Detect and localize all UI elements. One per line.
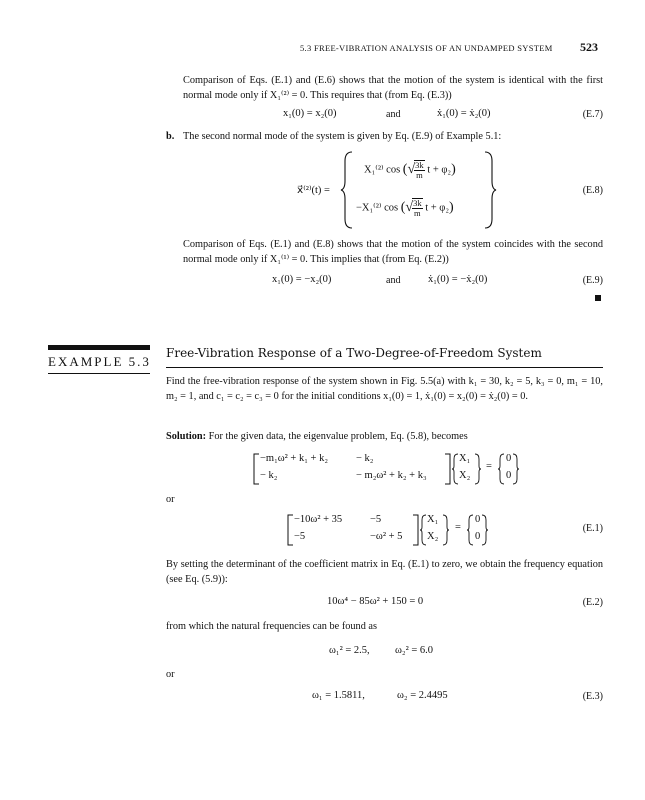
- gen-x-right-brace: [474, 453, 482, 485]
- e8-row2-tail: t + φ₂: [425, 202, 450, 214]
- e2-equation: 10ω⁴ − 85ω² + 150 = 0: [327, 596, 424, 607]
- gen-z-left-brace: [497, 453, 505, 485]
- e8-label: (E.8): [582, 185, 603, 196]
- e9-right: ẋ₁(0) = −ẋ₂(0): [428, 274, 488, 285]
- e1-a11: −10ω² + 35: [294, 514, 343, 525]
- e9-label: (E.9): [582, 275, 603, 286]
- e9-left: x₁(0) = −x₂(0): [272, 274, 332, 285]
- e1-x-left-brace: [419, 514, 427, 546]
- e2-label: (E.2): [582, 597, 603, 608]
- gen-x1: X₁: [459, 453, 471, 464]
- omega2-squared: ω₂² = 6.0: [395, 645, 434, 656]
- e7-and: and: [386, 109, 401, 120]
- frac-den: m: [416, 170, 423, 180]
- gen-z2: 0: [506, 470, 512, 481]
- problem-statement: Find the free-vibration response of the system shown in Fig. 5.5(a) with k₁ = 30, k₂ = 5, k₃ = 0, m₁ = 10, m₂ = 1, and c₁ = c₂ = c₃ = 0 for the initial conditions x₁(0) = 1, ẋ₁(0) = x₂(0) = ẋ₂(0) = 0.: [166, 376, 603, 402]
- gen-a21: − k₂: [260, 470, 278, 481]
- omega1-squared: ω₁² = 2.5,: [329, 645, 370, 656]
- e8-row1-coef: X₁⁽²⁾ cos: [364, 164, 401, 176]
- title-rule: [166, 367, 603, 368]
- item-b-text: The second normal mode of the system is given by Eq. (E.9) of Example 5.1:: [183, 131, 502, 142]
- e1-left-bracket: [286, 514, 294, 546]
- paragraph-2: Comparison of Eqs. (E.1) and (E.8) shows that the motion of the system coincides with the second normal mode only if X₁⁽¹⁾ = 0. This implies that (from Eq. (E.2)): [183, 239, 603, 265]
- or-connector-2: or: [166, 669, 175, 680]
- solution-line: [166, 430, 468, 445]
- e1-z2: 0: [475, 531, 481, 542]
- paren-open: (: [400, 200, 406, 215]
- e8-left-brace: [340, 151, 354, 229]
- solution-text: For the given data, the eigenvalue problem, Eq. (5.8), becomes: [208, 431, 468, 442]
- gen-matrix-left-bracket: [252, 453, 260, 485]
- example-rule-thick: [48, 345, 150, 350]
- e1-a22: −ω² + 5: [370, 531, 403, 542]
- gen-x-left-brace: [451, 453, 459, 485]
- e8-row-2: [356, 198, 454, 218]
- frac: [412, 199, 423, 218]
- e1-equals: =: [455, 522, 461, 533]
- gen-a22: − m₂ω² + k₂ + k₃: [356, 470, 427, 481]
- paren-close: ): [451, 162, 456, 177]
- e1-z1: 0: [475, 514, 481, 525]
- paragraph-3: By setting the determinant of the coefficient matrix in Eq. (E.1) to zero, we obtain the frequency equation (see Eq. (5.9)):: [166, 559, 603, 585]
- e1-x2: X₂: [427, 531, 439, 542]
- paragraph-4: from which the natural frequencies can be found as: [166, 621, 378, 632]
- e7-left: x₁(0) = x₂(0): [283, 108, 337, 119]
- item-b-marker: b.: [166, 131, 175, 142]
- solution-label: Solution:: [166, 431, 207, 442]
- or-connector-1: or: [166, 494, 175, 505]
- frac-den: m: [414, 208, 421, 218]
- e8-row2-coef: −X₁⁽²⁾ cos: [356, 202, 399, 214]
- e1-a21: −5: [294, 531, 306, 542]
- running-header: [300, 43, 553, 53]
- e7-right: ẋ₁(0) = ẋ₂(0): [437, 108, 491, 119]
- e7-label: (E.7): [582, 109, 603, 120]
- paragraph-1: Comparison of Eqs. (E.1) and (E.6) shows that the motion of the system is identical with the first normal mode only if X₁⁽²⁾ = 0. This requires that (from Eq. (E.3)): [183, 75, 603, 101]
- gen-equals: =: [486, 461, 492, 472]
- example-title: Free-Vibration Response of a Two-Degree-of-Freedom System: [166, 346, 542, 360]
- omega2-value: ω₂ = 2.4495: [397, 690, 448, 701]
- e1-a12: −5: [370, 514, 382, 525]
- example-rule-thin: [48, 373, 150, 374]
- equation-e7: [283, 108, 336, 119]
- e1-z-left-brace: [466, 514, 474, 546]
- e8-lhs: x⃗⁽²⁾(t) =: [297, 185, 330, 196]
- e9-and: and: [386, 275, 401, 286]
- frac: [414, 161, 425, 180]
- e1-x1: X₁: [427, 514, 439, 525]
- e8-row1-tail: t + φ₂: [427, 164, 452, 176]
- e3-label: (E.3): [582, 691, 603, 702]
- gen-a12: − k₂: [356, 453, 374, 464]
- e1-x-right-brace: [442, 514, 450, 546]
- example-label: EXAMPLE 5.3: [48, 354, 151, 369]
- gen-z-right-brace: [512, 453, 520, 485]
- omega1-value: ω₁ = 1.5811,: [312, 690, 365, 701]
- e8-right-brace: [483, 151, 497, 229]
- e8-row-1: [364, 160, 456, 180]
- frac-num: 3k: [413, 198, 422, 208]
- page-number: 523: [580, 40, 598, 54]
- e1-z-right-brace: [481, 514, 489, 546]
- e1-label: (E.1): [582, 523, 603, 534]
- sqrt-arg: [414, 160, 425, 180]
- gen-a11: −m₁ω² + k₁ + k₂: [260, 453, 328, 464]
- sqrt-sign: √: [407, 162, 416, 177]
- frac-num: 3k: [415, 160, 424, 170]
- gen-z1: 0: [506, 453, 512, 464]
- gen-x2: X₂: [459, 470, 471, 481]
- sqrt-arg: [412, 198, 423, 218]
- paren-close: ): [449, 200, 454, 215]
- end-of-example-mark: [595, 295, 601, 301]
- section-title: 5.3 FREE-VIBRATION ANALYSIS OF AN UNDAMPED SYSTEM: [300, 43, 553, 53]
- sqrt-sign: √: [405, 200, 414, 215]
- paren-open: (: [402, 162, 408, 177]
